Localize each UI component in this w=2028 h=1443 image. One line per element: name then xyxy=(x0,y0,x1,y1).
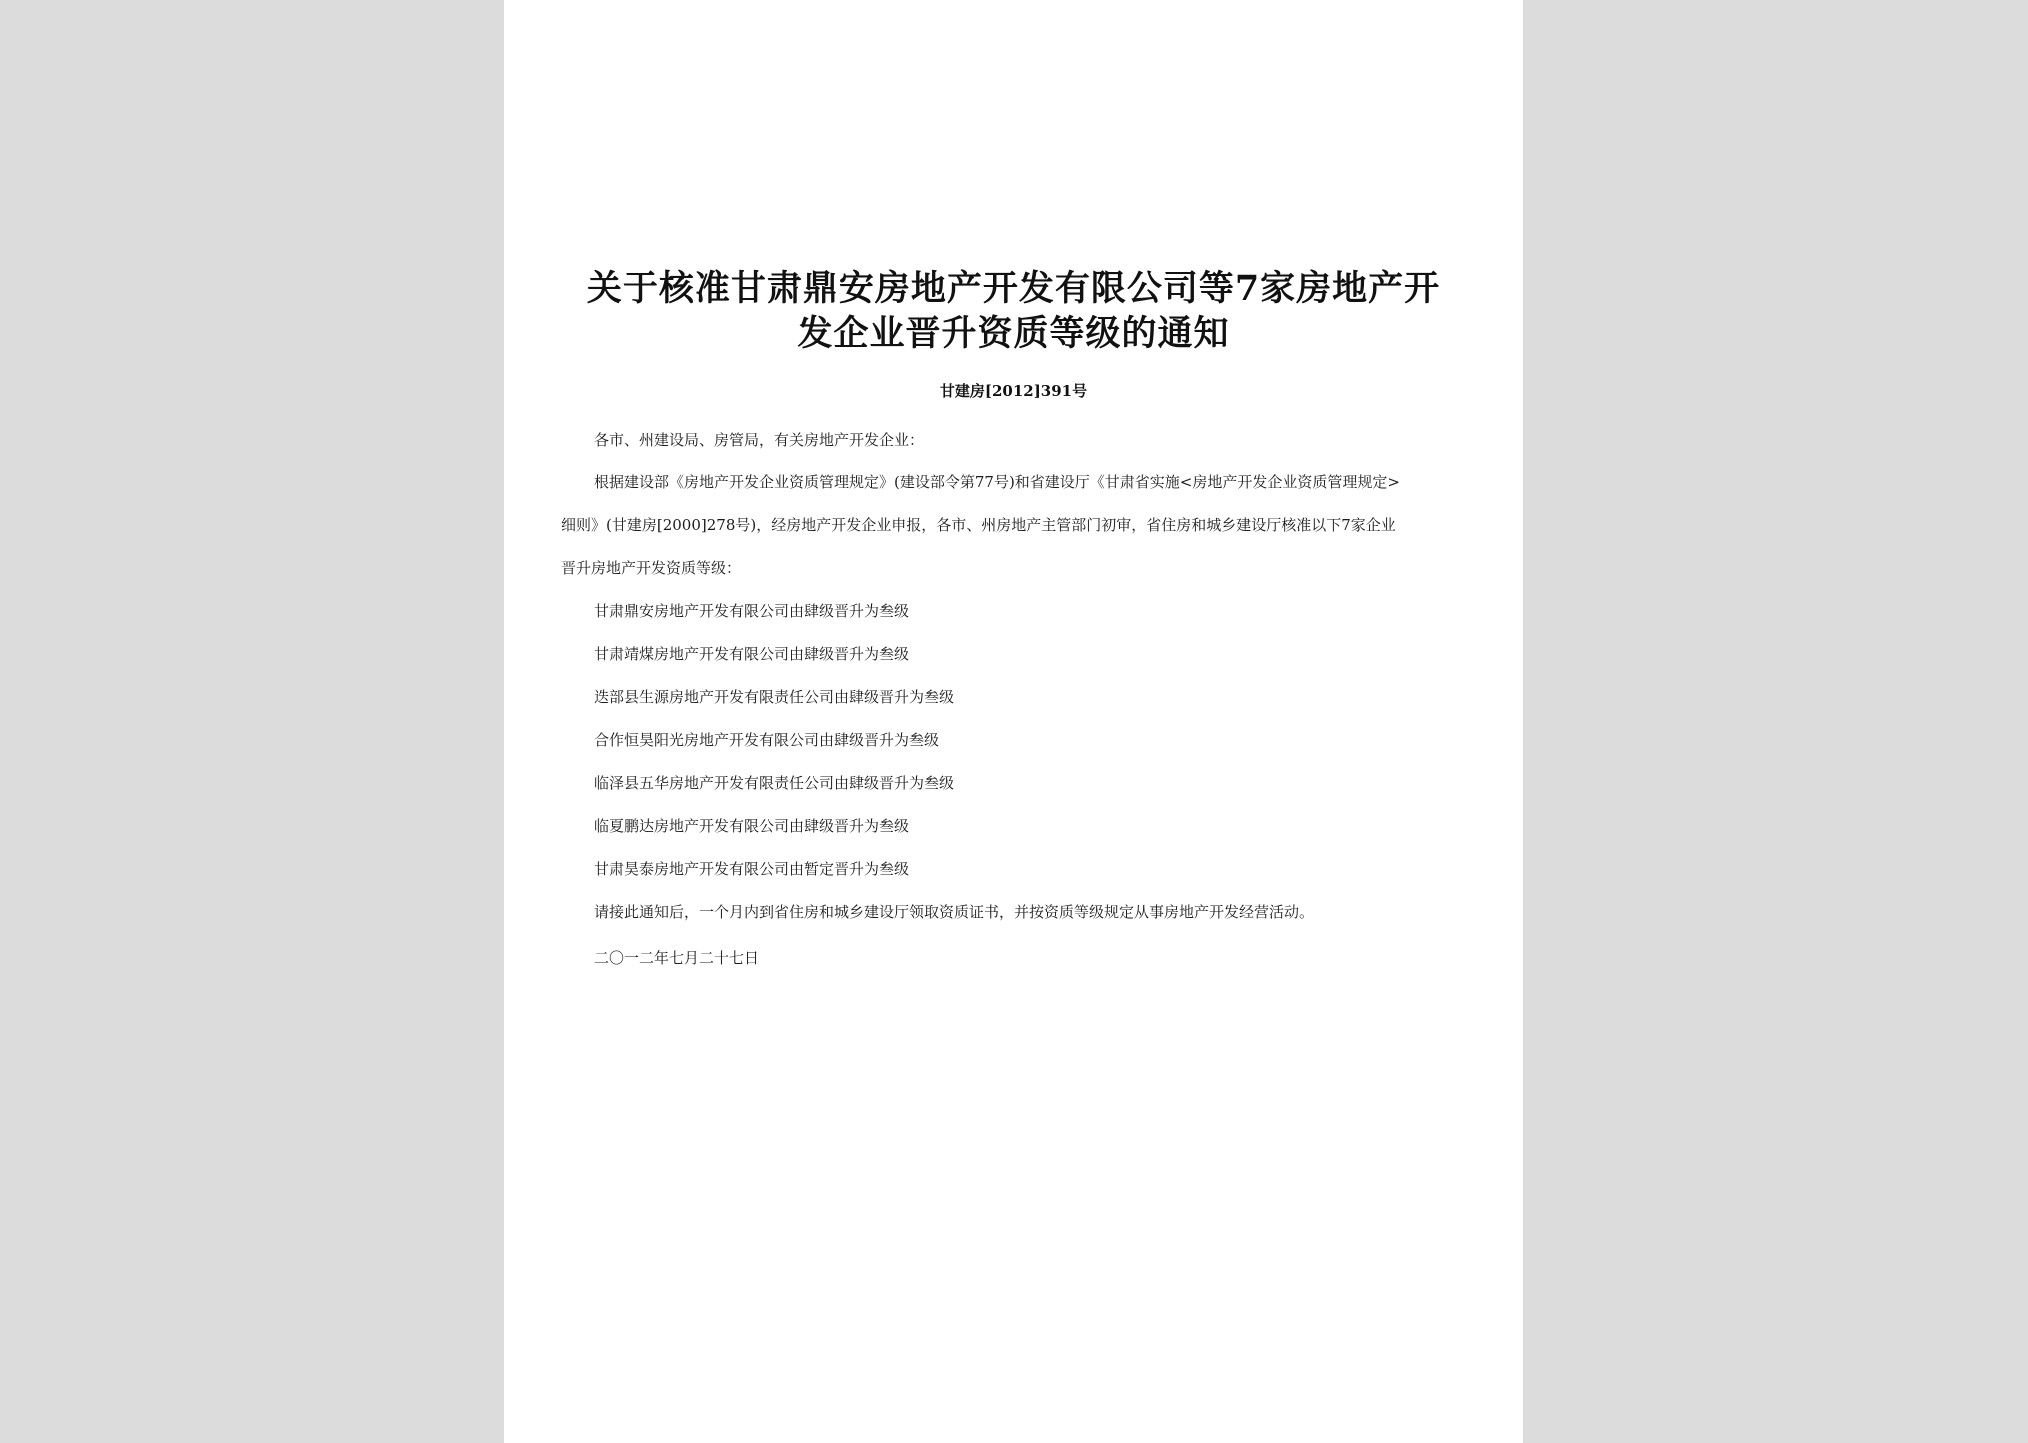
body-paragraph-line-3: 晋升房地产开发资质等级： xyxy=(561,559,742,577)
body-paragraph-line-2: 细则》(甘建房[2000]278号)，经房地产开发企业申报，各市、州房地产主管部门初审，省住房和城乡建设厅核准以下7家企业 xyxy=(561,516,1396,534)
company-list-item: 甘肃靖煤房地产开发有限公司由肆级晋升为叁级 xyxy=(594,645,910,663)
company-list-item: 甘肃昊泰房地产开发有限公司由暂定晋升为叁级 xyxy=(594,860,910,878)
body-paragraph-line-1: 根据建设部《房地产开发企业资质管理规定》(建设部令第77号)和省建设厅《甘肃省实施<房地产开发企业资质管理规定> xyxy=(594,473,1400,491)
document-page xyxy=(504,0,1523,1443)
company-list-item: 合作恒昊阳光房地产开发有限公司由肆级晋升为叁级 xyxy=(594,731,940,749)
document-title-line-1: 关于核准甘肃鼎安房地产开发有限公司等7家房地产开 xyxy=(586,268,1441,309)
closing-paragraph: 请接此通知后，一个月内到省住房和城乡建设厅领取资质证书，并按资质等级规定从事房地产开发经营活动。 xyxy=(594,903,1315,921)
document-number: 甘建房[2012]391号 xyxy=(939,382,1088,400)
salutation: 各市、州建设局、房管局，有关房地产开发企业： xyxy=(594,431,925,449)
document-title-line-2: 发企业晋升资质等级的通知 xyxy=(797,313,1230,354)
company-list-item: 迭部县生源房地产开发有限责任公司由肆级晋升为叁级 xyxy=(594,688,955,706)
company-list-item: 临夏鹏达房地产开发有限公司由肆级晋升为叁级 xyxy=(594,817,910,835)
company-list-item: 甘肃鼎安房地产开发有限公司由肆级晋升为叁级 xyxy=(594,602,910,620)
document-date: 二〇一二年七月二十七日 xyxy=(594,949,760,967)
company-list-item: 临泽县五华房地产开发有限责任公司由肆级晋升为叁级 xyxy=(594,774,955,792)
